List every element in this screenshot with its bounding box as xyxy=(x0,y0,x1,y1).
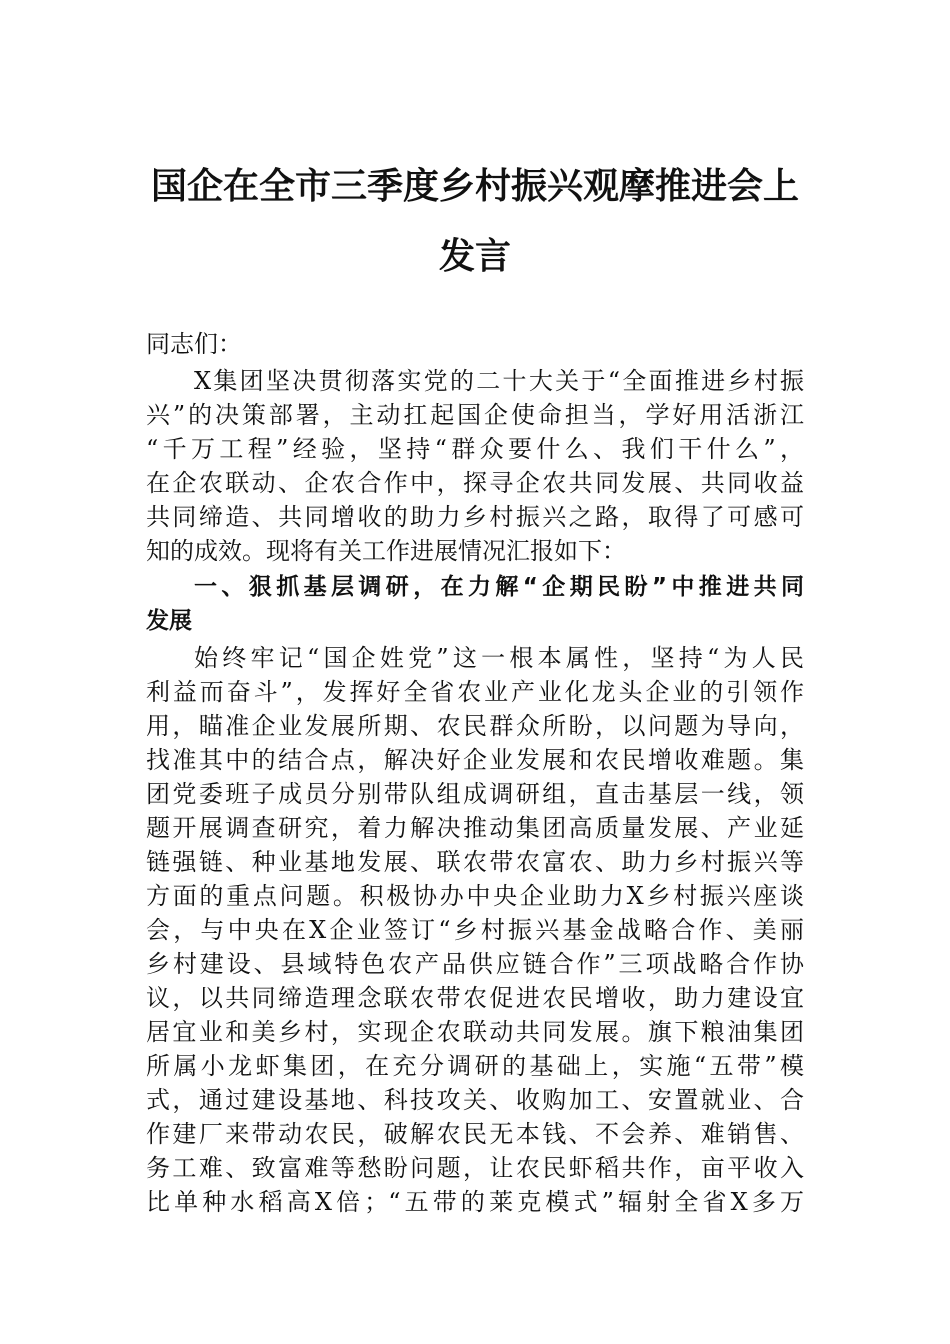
body-line: 共同缔造、共同增收的助力乡村振兴之路，取得了可感可 xyxy=(146,503,804,531)
body-line: 知的成效。现将有关工作进展情况汇报如下： xyxy=(146,537,626,565)
body-line: 始终牢记“国企姓党”这一根本属性，坚持“为人民 xyxy=(194,644,804,672)
body-line: 会，与中央在X企业签订“乡村振兴基金战略合作、美丽 xyxy=(146,916,804,944)
body-line: 兴”的决策部署，主动扛起国企使命担当，学好用活浙江 xyxy=(146,401,804,429)
body-line: 找准其中的结合点，解决好企业发展和农民增收难题。集 xyxy=(146,746,804,774)
body-line: 所属小龙虾集团，在充分调研的基础上，实施“五带”模 xyxy=(146,1052,804,1080)
salutation: 同志们： xyxy=(146,330,242,358)
body-line: 务工难、致富难等愁盼问题，让农民虾稻共作，亩平收入 xyxy=(146,1154,804,1182)
body-line: 议，以共同缔造理念联农带农促进农民增收，助力建设宜 xyxy=(146,984,804,1012)
body-line: 式，通过建设基地、科技攻关、收购加工、安置就业、合 xyxy=(146,1086,804,1114)
body-line: 题开展调查研究，着力解决推动集团高质量发展、产业延 xyxy=(146,814,804,842)
body-line: 居宜业和美乡村，实现企农联动共同发展。旗下粮油集团 xyxy=(146,1018,804,1046)
body-line: “千万工程”经验，坚持“群众要什么、我们干什么”， xyxy=(146,435,804,463)
body-line: 用，瞄准企业发展所期、农民群众所盼，以问题为导向， xyxy=(146,712,804,740)
body-line: 团党委班子成员分别带队组成调研组，直击基层一线，领 xyxy=(146,780,804,808)
body-line: 链强链、种业基地发展、联农带农富农、助力乡村振兴等 xyxy=(146,848,804,876)
section-heading: 发展 xyxy=(146,608,192,634)
body-line: 方面的重点问题。积极协办中央企业助力X乡村振兴座谈 xyxy=(146,882,804,910)
body-line: 比单种水稻高X倍；“五带的莱克模式”辐射全省X多万 xyxy=(146,1188,804,1216)
body-line: 在企农联动、企农合作中，探寻企农共同发展、共同收益 xyxy=(146,469,804,497)
body-line: 利益而奋斗”，发挥好全省农业产业化龙头企业的引领作 xyxy=(146,678,804,706)
body-line: 乡村建设、县域特色农产品供应链合作”三项战略合作协 xyxy=(146,950,804,978)
body-line: 作建厂来带动农民，破解农民无本钱、不会养、难销售、 xyxy=(146,1120,804,1148)
body-line: X集团坚决贯彻落实党的二十大关于“全面推进乡村振 xyxy=(194,367,804,395)
document-title-line-1: 国企在全市三季度乡村振兴观摩推进会上 xyxy=(150,165,799,207)
document-title-line-2: 发言 xyxy=(438,235,511,277)
section-heading: 一、狠抓基层调研，在力解“企期民盼”中推进共同 xyxy=(194,574,804,600)
